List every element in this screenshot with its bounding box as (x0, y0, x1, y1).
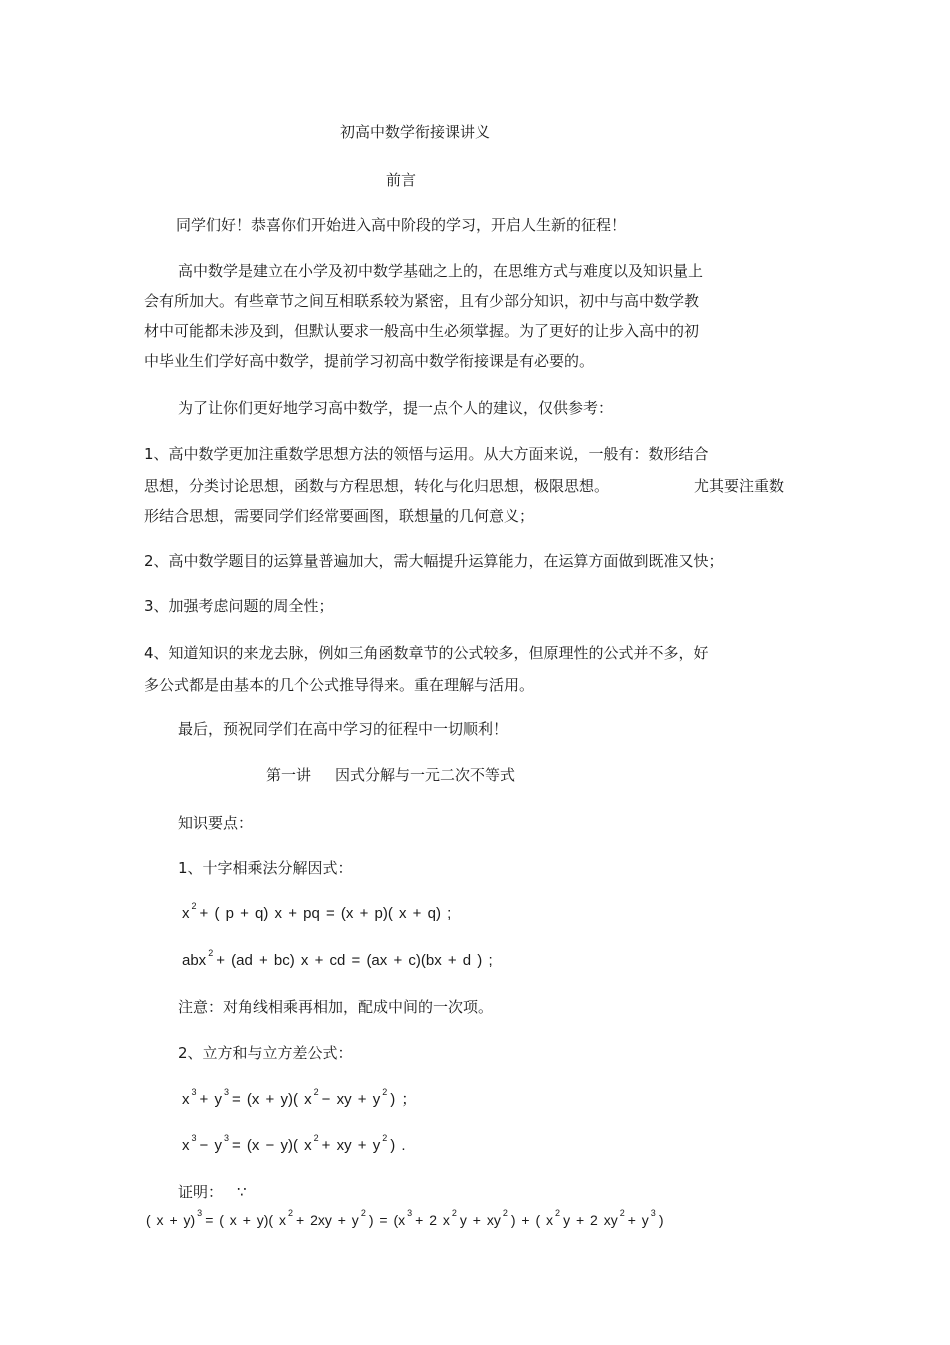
formula-cross-multiplication-2: abx $^2$ + (ad + bc) x + cd = (ax + c)(bx + d ) ; (182, 948, 493, 969)
point-line: 思想，分类讨论思想，函数与方程思想，转化与化归思想，极限思想。 (144, 477, 610, 495)
note-paragraph: 注意：对角线相乘再相加，配成中间的一次项。 (178, 998, 494, 1016)
lecture-number: 第一讲 (266, 766, 312, 784)
proof-expansion: ( x + y) $^3$ = ( x + y)( x $^2$ + 2xy + y $^2$ ) = (x $^3$ + 2 x $^2$ y + xy $^2$ ) + ( x $^2$ y + 2 xy $^2$ + y $^3$ ) (146, 1208, 664, 1228)
point-line: 形结合思想，需要同学们经常要画图，联想量的几何意义； (144, 507, 535, 525)
intro-line: 会有所加大。有些章节之间互相联系较为紧密，且有少部分知识，初中与高中数学教 (144, 292, 700, 310)
point-line: 尤其要注重数 (694, 477, 785, 495)
suggestion-intro: 为了让你们更好地学习高中数学，提一点个人的建议，仅供参考： (178, 399, 614, 417)
preface-heading: 前言 (386, 171, 417, 189)
document-title: 初高中数学衔接课讲义 (340, 123, 491, 141)
section-title-cross-method: 1、十字相乘法分解因式： (178, 859, 353, 877)
point-line: 4、知道知识的来龙去脉，例如三角函数章节的公式较多，但原理性的公式并不多，好 (144, 644, 709, 662)
closing-paragraph: 最后，预祝同学们在高中学习的征程中一切顺利！ (178, 720, 509, 738)
formula-sum-of-cubes: x $^3$ + y $^3$ = (x + y)( x $^2$ − xy + y $^2$ ) ； (182, 1087, 417, 1108)
formula-difference-of-cubes: x $^3$ − y $^3$ = (x − y)( x $^2$ + xy + y $^2$ ) . (182, 1133, 406, 1154)
intro-line: 中毕业生们学好高中数学，提前学习初高中数学衔接课是有必要的。 (144, 352, 595, 370)
formula-cross-multiplication-1: x $^2$ + ( p + q) x + pq = (x + p)( x + q) ; (182, 901, 452, 922)
intro-line: 高中数学是建立在小学及初中数学基础之上的，在思维方式与难度以及知识量上 (178, 262, 704, 280)
proof-label: 证明： ∵ (178, 1183, 247, 1201)
knowledge-points-heading: 知识要点： (178, 814, 254, 832)
suggestion-point-3: 3、加强考虑问题的周全性； (144, 597, 334, 615)
because-symbol: ∵ (237, 1183, 247, 1201)
greeting-paragraph: 同学们好！恭喜你们开始进入高中阶段的学习，开启人生新的征程！ (176, 216, 627, 234)
point-line: 1、高中数学更加注重数学思想方法的领悟与运用。从大方面来说，一般有：数形结合 (144, 445, 709, 463)
lecture-name: 因式分解与一元二次不等式 (335, 766, 516, 784)
suggestion-point-2: 2、高中数学题目的运算量普遍加大，需大幅提升运算能力，在运算方面做到既准又快； (144, 552, 724, 570)
point-line: 多公式都是由基本的几个公式推导得来。重在理解与活用。 (144, 676, 535, 694)
section-title-cube-formulas: 2、立方和与立方差公式： (178, 1044, 353, 1062)
lecture-title (266, 765, 515, 785)
intro-line: 材中可能都未涉及到，但默认要求一般高中生必须掌握。为了更好的让步入高中的初 (144, 322, 700, 340)
